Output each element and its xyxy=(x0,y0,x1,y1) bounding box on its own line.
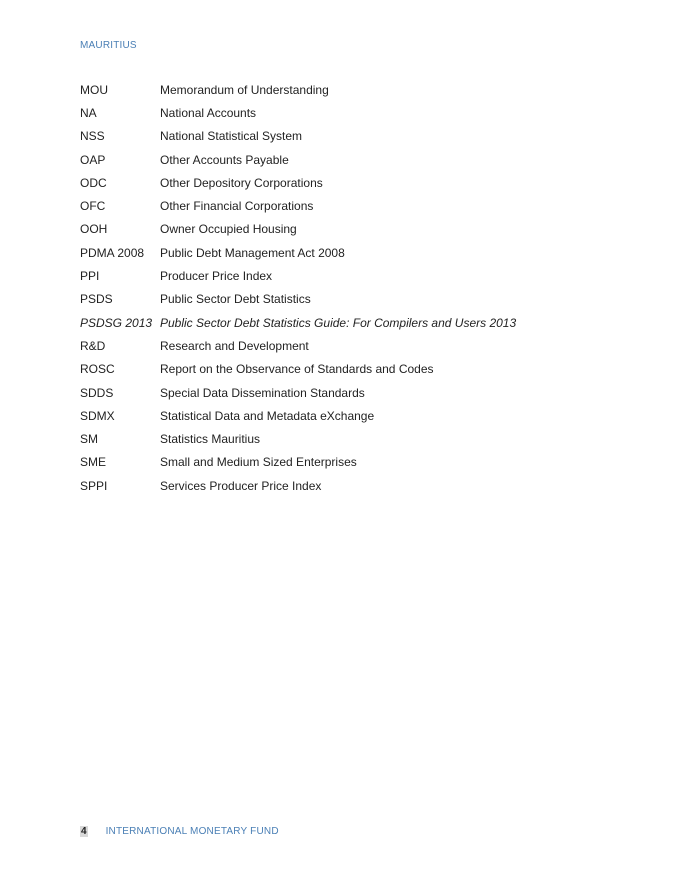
abbreviation-row xyxy=(80,404,600,427)
abbreviation-definition: Report on the Observance of Standards and Codes xyxy=(160,362,434,377)
abbreviation-definition: Other Depository Corporations xyxy=(160,175,323,190)
abbreviation-term: SME xyxy=(80,455,107,470)
abbreviation-row xyxy=(80,264,600,287)
abbreviation-term: R&D xyxy=(80,338,106,353)
abbreviation-term: PDMA 2008 xyxy=(80,245,145,260)
abbreviation-row xyxy=(80,381,600,404)
abbreviation-definition: Statistical Data and Metadata eXchange xyxy=(160,408,375,423)
abbreviation-term: NA xyxy=(80,105,97,120)
abbreviation-definition: Owner Occupied Housing xyxy=(160,222,297,237)
abbreviations-list xyxy=(80,78,600,497)
abbreviation-row xyxy=(80,148,600,171)
abbreviation-term: SDMX xyxy=(80,408,115,423)
abbreviation-definition: Memorandum of Understanding xyxy=(160,82,329,97)
abbreviation-term: SPPI xyxy=(80,478,108,493)
abbreviation-row xyxy=(80,427,600,450)
abbreviation-definition: National Accounts xyxy=(160,105,257,120)
abbreviation-row xyxy=(80,194,600,217)
abbreviation-definition: Small and Medium Sized Enterprises xyxy=(160,455,357,470)
abbreviation-term: ODC xyxy=(80,175,107,190)
abbreviation-definition: Research and Development xyxy=(160,338,309,353)
abbreviation-term: ROSC xyxy=(80,362,115,377)
abbreviation-definition: Special Data Dissemination Standards xyxy=(160,385,365,400)
abbreviation-definition: Public Sector Debt Statistics xyxy=(160,292,311,307)
abbreviation-row xyxy=(80,358,600,381)
abbreviation-definition: Producer Price Index xyxy=(160,269,273,284)
abbreviation-row xyxy=(80,474,600,497)
abbreviation-row xyxy=(80,451,600,474)
abbreviation-term: NSS xyxy=(80,129,105,144)
abbreviation-term: PSDS xyxy=(80,292,113,307)
abbreviation-definition: Statistics Mauritius xyxy=(160,432,261,447)
abbreviation-row xyxy=(80,171,600,194)
abbreviation-term: MOU xyxy=(80,82,108,97)
abbreviation-definition: Other Accounts Payable xyxy=(160,152,289,167)
abbreviation-row xyxy=(80,311,600,334)
abbreviation-term: SM xyxy=(80,432,98,447)
page-footer xyxy=(80,826,279,837)
running-header: MAURITIUS xyxy=(80,40,137,51)
abbreviation-row xyxy=(80,334,600,357)
abbreviation-term: OFC xyxy=(80,199,106,214)
abbreviation-row xyxy=(80,241,600,264)
abbreviation-definition: Other Financial Corporations xyxy=(160,199,314,214)
abbreviation-term: SDDS xyxy=(80,385,114,400)
abbreviation-term: OAP xyxy=(80,152,106,167)
abbreviation-row xyxy=(80,288,600,311)
abbreviation-row xyxy=(80,125,600,148)
abbreviation-row xyxy=(80,218,600,241)
abbreviation-definition: Public Debt Management Act 2008 xyxy=(160,245,345,260)
abbreviation-term: PPI xyxy=(80,269,100,284)
abbreviation-row xyxy=(80,78,600,101)
abbreviation-term: PSDSG 2013 xyxy=(80,315,153,330)
abbreviation-definition: Services Producer Price Index xyxy=(160,478,322,493)
page-number: 4 xyxy=(81,826,87,837)
abbreviation-term: OOH xyxy=(80,222,108,237)
abbreviation-definition: Public Sector Debt Statistics Guide: For Compilers and Users 2013 xyxy=(160,315,517,330)
abbreviation-row xyxy=(80,101,600,124)
abbreviation-definition: National Statistical System xyxy=(160,129,303,144)
footer-organization: INTERNATIONAL MONETARY FUND xyxy=(105,826,279,837)
